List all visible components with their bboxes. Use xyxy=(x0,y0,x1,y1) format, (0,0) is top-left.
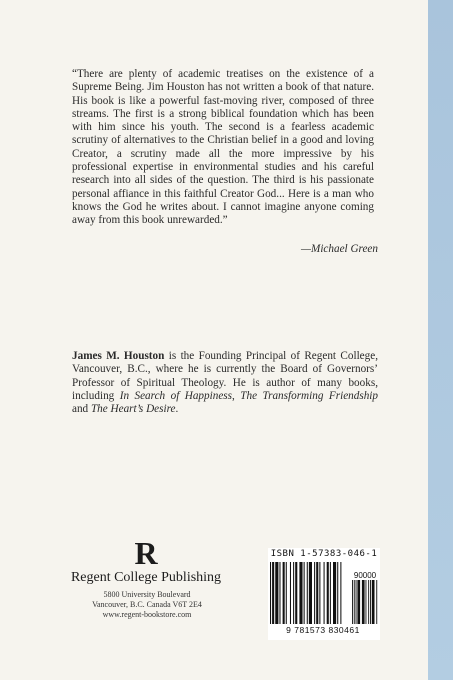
book-title: The Heart’s Desire xyxy=(90,403,176,416)
barcode-number: 9 781573 830461 xyxy=(286,625,360,635)
spine-edge xyxy=(428,0,453,680)
book-title: In Search of Happiness xyxy=(119,389,232,402)
endorsement-quote: “There are plenty of academic treatises on the existence of a Supreme Being. Jim Houston has not written a book of that nature. His book is like a powerful fast-moving river, composed of three streams. The first is a strong biblical foundation which has been with him since his youth. The second is a fearless academic scrutiny of alternatives to the Christian belief in a good and loving Creator, a scrutiny made all the more impressive by his professional expertise in environmental studies and his careful research into all sides of the question. The third is his passionate personal affiance in this faithful Creator God... Here is a man who knows the God he writes about. I cannot imagine anyone coming away from this book unrewarded.” xyxy=(72,68,374,227)
publisher-name: Regent College Publishing xyxy=(70,570,222,585)
bio-separator: , xyxy=(232,389,241,402)
publisher-logo xyxy=(62,535,230,586)
address-line: 5800 University Boulevard xyxy=(103,590,191,599)
barcode-addon: 90000 xyxy=(350,571,380,580)
publisher-address xyxy=(64,590,230,621)
bio-separator: and xyxy=(72,403,91,416)
endorsement-attribution: —Michael Green xyxy=(301,243,378,255)
author-bio xyxy=(72,350,378,416)
address-line: Vancouver, B.C. Canada V6T 2E4 xyxy=(92,600,202,610)
publisher-logo-mark: R xyxy=(134,535,158,571)
author-name: James M. Houston xyxy=(72,350,165,362)
bio-text: is the Founding Principal of Regent College, Vancouver, B.C., where he is currently the Board of Governors’ Professor of Spiritual Theology. He is author of many books, including xyxy=(72,350,378,402)
book-title: The Transforming Friendship xyxy=(240,389,378,402)
bio-end: . xyxy=(175,403,179,416)
isbn-label: ISBN 1-57383-046-1 xyxy=(270,549,378,559)
publisher-website: www.regent-bookstore.com xyxy=(102,610,192,620)
